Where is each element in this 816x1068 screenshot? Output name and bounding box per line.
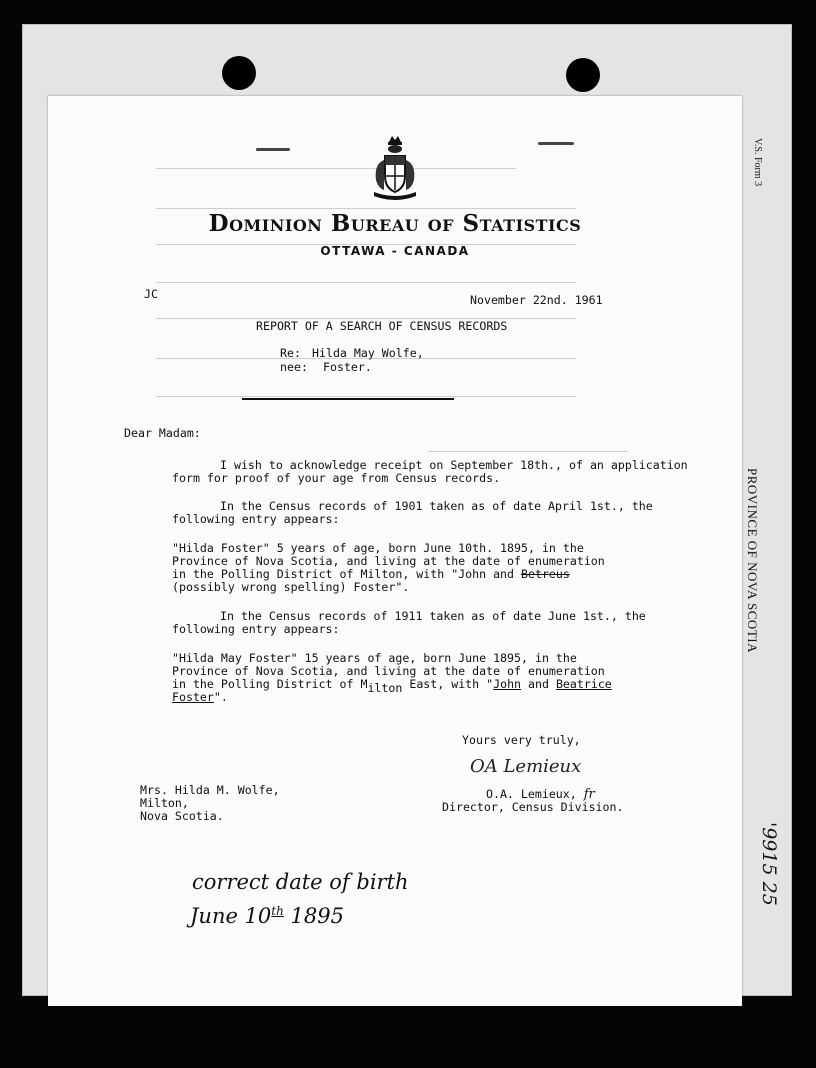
- census-entry-line: Province of Nova Scotia, and living at the date of enumeration: [172, 554, 605, 568]
- census-entry-line: in the Polling District of Milton, with "John and Betreus: [172, 567, 570, 581]
- underlined-name: Foster: [172, 690, 214, 704]
- province-label: PROVINCE OF NOVA SCOTIA: [745, 468, 760, 653]
- paragraph-line: In the Census records of 1911 taken as of date June 1st., the: [220, 609, 646, 623]
- handwritten-file-number: '9915 25: [758, 822, 780, 906]
- organization-heading: Dominion Bureau of Statistics: [208, 210, 582, 237]
- census-entry-line: Foster".: [172, 690, 228, 704]
- nee-name: Foster.: [323, 360, 372, 374]
- census-entry-line: "Hilda May Foster" 15 years of age, born June 1895, in the: [172, 651, 577, 665]
- reference-initials: JC: [144, 287, 158, 301]
- recipient-line: Mrs. Hilda M. Wolfe,: [140, 783, 280, 797]
- paragraph-line: In the Census records of 1901 taken as of date April 1st., the: [220, 499, 653, 513]
- recipient-line: Milton,: [140, 796, 189, 810]
- show-through-line: [156, 396, 576, 397]
- census-entry-line: (possibly wrong spelling) Foster".: [172, 580, 410, 594]
- struck-name: Betreus: [521, 567, 570, 581]
- recipient-line: Nova Scotia.: [140, 809, 224, 823]
- letter-page: [48, 96, 742, 1006]
- coat-of-arms-icon: [370, 134, 420, 204]
- paragraph-line: I wish to acknowledge receipt on September 18th., of an application: [220, 458, 688, 472]
- signer-title: Director, Census Division.: [442, 800, 624, 814]
- divider-rule: [242, 398, 454, 400]
- signature: OA Lemieux: [470, 756, 582, 777]
- signer-name: O.A. Lemieux, fr: [486, 787, 595, 802]
- punch-hole-left: [222, 56, 256, 90]
- paragraph-line: following entry appears:: [172, 622, 340, 636]
- nee-label: nee:: [280, 360, 308, 374]
- handwritten-note: correct date of birth: [192, 870, 409, 894]
- census-entry-line: Province of Nova Scotia, and living at the date of enumeration: [172, 664, 605, 678]
- underlined-name: Beatrice: [555, 677, 612, 691]
- location-heading: OTTAWA - CANADA: [320, 244, 470, 258]
- paragraph-line: form for proof of your age from Census records.: [172, 471, 501, 485]
- punch-hole-right: [566, 58, 600, 92]
- show-through-line: [156, 282, 576, 283]
- show-through-line: [428, 451, 628, 452]
- paragraph-line: following entry appears:: [172, 512, 340, 526]
- re-name: Hilda May Wolfe,: [312, 346, 424, 360]
- handwritten-date: June 10th 1895: [190, 904, 344, 928]
- paper-clip-mark: [256, 148, 290, 151]
- report-title: REPORT OF A SEARCH OF CENSUS RECORDS: [256, 319, 508, 333]
- census-entry-line: in the Polling District of Milton East, with "John and Beatrice: [172, 677, 612, 695]
- show-through-line: [156, 208, 576, 209]
- paper-clip-mark: [538, 142, 574, 145]
- census-entry-line: "Hilda Foster" 5 years of age, born June 10th. 1895, in the: [172, 541, 584, 555]
- salutation: Dear Madam:: [124, 426, 201, 440]
- re-label: Re:: [280, 346, 301, 360]
- underlined-name: John: [493, 677, 522, 691]
- letter-date: November 22nd. 1961: [470, 293, 603, 307]
- closing: Yours very truly,: [462, 733, 581, 747]
- show-through-line: [156, 168, 516, 169]
- form-label: V.S. Form 3: [752, 138, 763, 187]
